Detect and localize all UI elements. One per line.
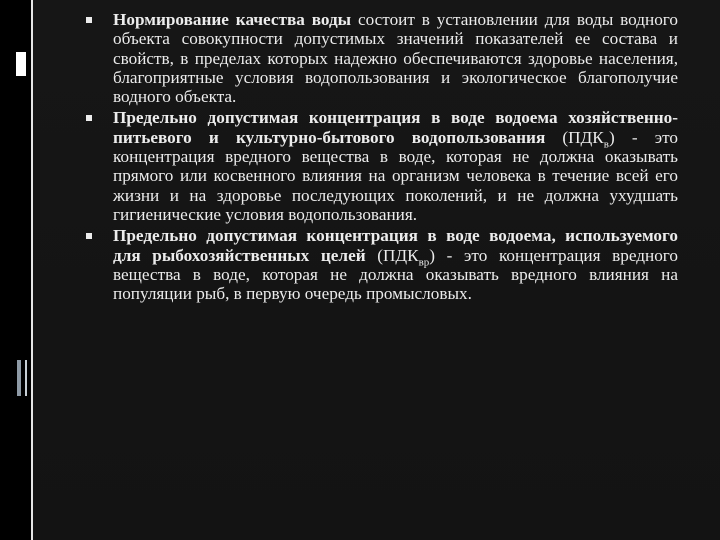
decor-bar <box>25 360 27 396</box>
square-bullet-icon <box>86 115 92 121</box>
square-bullet-icon <box>86 17 92 23</box>
subscript: в <box>603 138 609 151</box>
decor-line <box>31 0 33 540</box>
term-bold: Предельно допустимая концентрация в воде водоема хозяйственно-питьевого и культурно-бытового водопользования <box>113 108 678 147</box>
bullet-item-pdk-vr <box>86 226 678 303</box>
definition-text: (ПДК <box>365 245 419 265</box>
term-bold: Предельно допустимая концентрация в воде водоема, используемого для рыбохозяйственных целей <box>113 226 678 265</box>
definition-text: состоит в установлении для воды водного объекта совокупности допустимых значений показателей ее состава и свойств, в пределах которых надежно обеспечиваются здоровье населения, благоприятные условия водопользования и экологическое благополучие водного объекта. <box>113 10 678 107</box>
definition-text: (ПДК <box>545 127 604 147</box>
bullet-item-water-quality <box>86 10 678 106</box>
decor-bar <box>16 52 26 76</box>
definition-text: ) - это концентрация вредного вещества в воде, которая не должна оказывать прямого или косвенного влияния на организм человека в течение всей его жизни и на здоровье последующих поколений, и не должна ухудшать гигиенические условия водопользования. <box>113 127 679 224</box>
square-bullet-icon <box>86 233 92 239</box>
decor-bar <box>17 360 21 396</box>
bullet-item-pdk-v <box>86 108 678 224</box>
term-bold: Нормирование качества воды <box>113 10 352 29</box>
definition-text: ) - это концентрация вредного вещества в воде, которая не должна оказывать вредного влияния на популяции рыб, в первую очередь промысловых. <box>113 245 679 304</box>
subscript: вр <box>418 256 430 268</box>
bullet-list <box>86 10 678 303</box>
